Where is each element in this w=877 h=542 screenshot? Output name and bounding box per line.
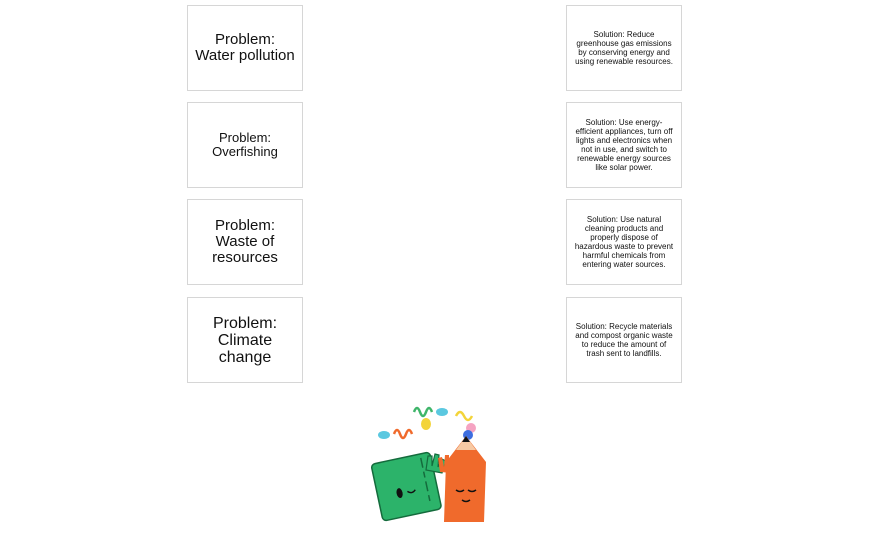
solution-card-4[interactable] (566, 297, 682, 383)
solution-card-3[interactable] (566, 199, 682, 285)
solution-label: Solution: Recycle materials and compost organic waste to reduce the amount of trash sent to landfills. (575, 322, 673, 358)
problem-card-climate-change[interactable] (187, 297, 303, 383)
solution-label: Solution: Reduce greenhouse gas emissions by conserving energy and using renewable resources. (575, 30, 673, 66)
solution-label: Solution: Use natural cleaning products and properly dispose of hazardous waste to prevent harmful chemicals from entering water sources. (574, 215, 674, 269)
problem-card-waste-of-resources[interactable] (187, 199, 303, 285)
problem-card-overfishing[interactable] (187, 102, 303, 188)
problem-label: Problem: Climate change (212, 314, 278, 366)
problem-card-water-pollution[interactable] (187, 5, 303, 91)
problem-label: Problem: Waste of resources (212, 217, 278, 266)
solution-card-2[interactable] (566, 102, 682, 188)
celebration-mascot-icon (364, 400, 494, 525)
solution-label: Solution: Use energy-efficient appliances, turn off lights and electronics when not in use, and switch to renewable energy sources like solar power. (575, 118, 673, 172)
solution-card-1[interactable] (566, 5, 682, 91)
problem-label: Problem: Water pollution (195, 31, 295, 64)
problem-label: Problem: Overfishing (212, 130, 278, 159)
